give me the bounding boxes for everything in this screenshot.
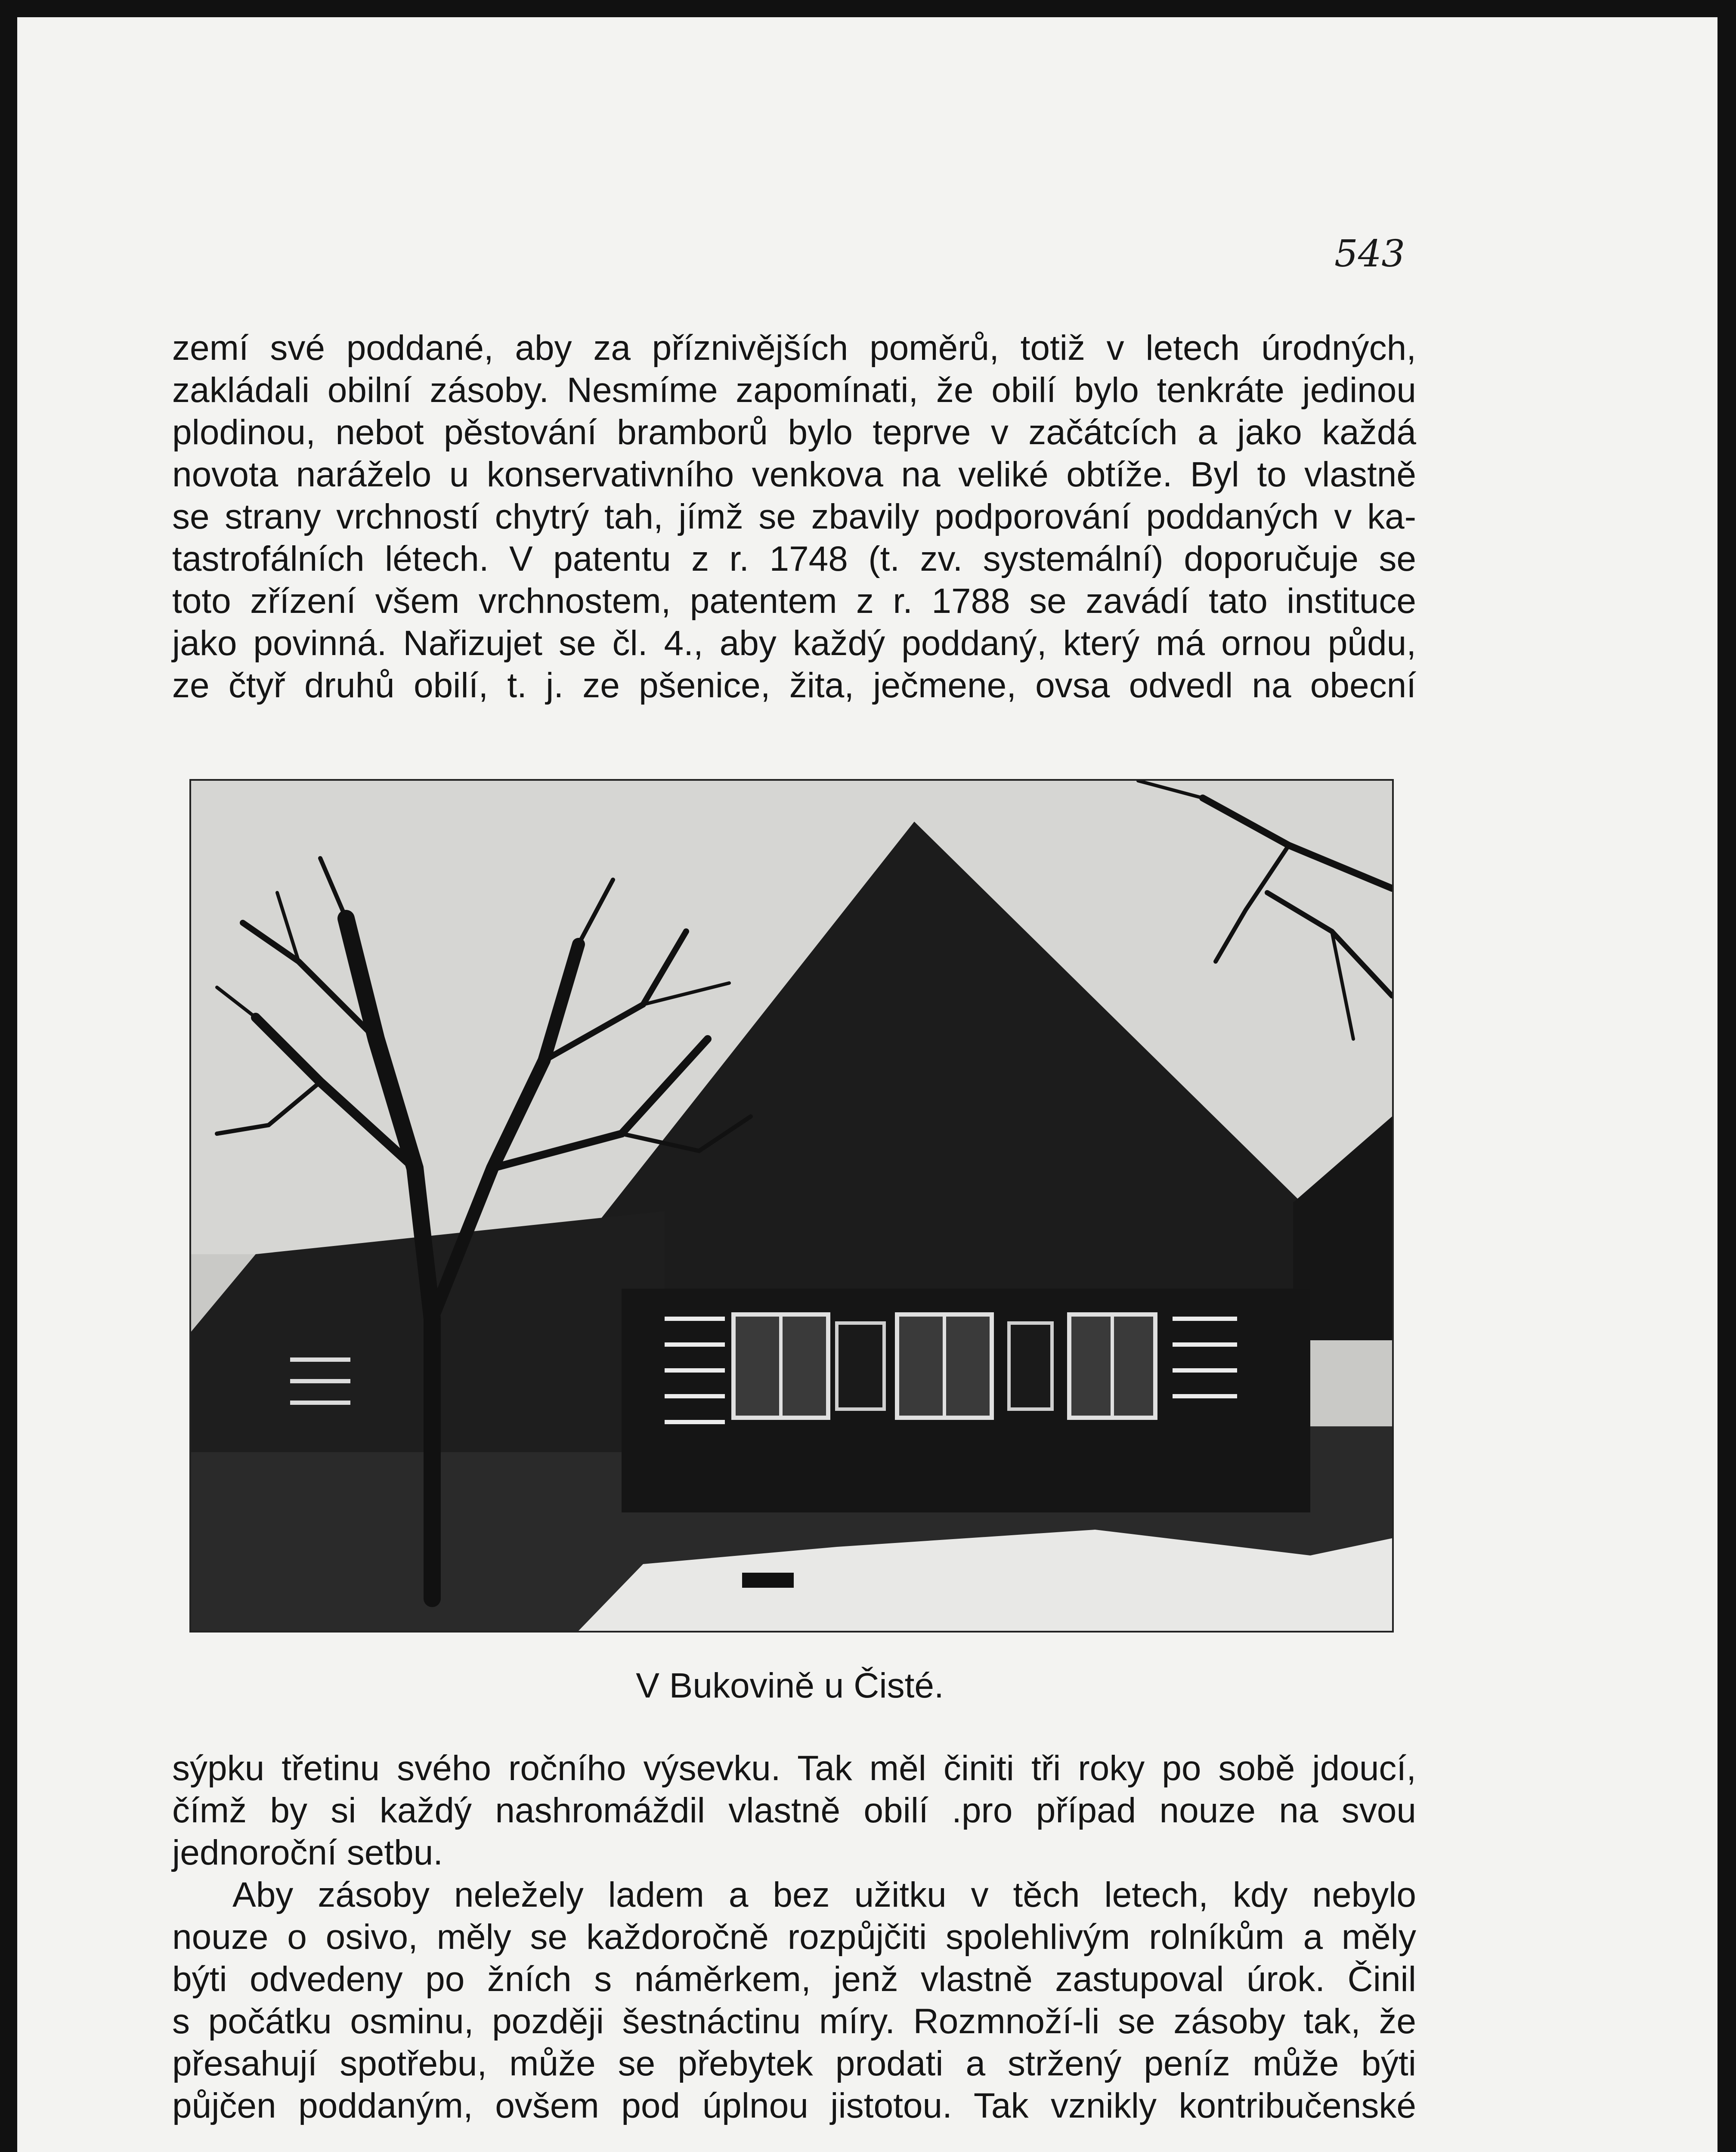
- text-line: plodinou, nebot pěstování bramborů bylo teprve v začátcích a jako každá: [172, 413, 1416, 452]
- text-line: toto zřízení všem vrchnostem, patentem z r. 1788 se zavádí tato instituce: [172, 581, 1416, 621]
- photograph-cottage: [189, 779, 1394, 1633]
- text-line: s počátku osminu, později šestnáctinu míry. Rozmnoží-li se zásoby tak, že: [172, 2002, 1416, 2041]
- text-line: nouze o osivo, měly se každoročně rozpůjčiti spolehlivým rolníkům a měly: [172, 1917, 1416, 1957]
- page-number: 543: [1334, 232, 1405, 275]
- text-line: zemí své poddané, aby za příznivějších poměrů, totiž v letech úrodných,: [172, 328, 1416, 368]
- text-line: se strany vrchností chytrý tah, jímž se zbavily podporování poddaných v ka-: [172, 497, 1416, 536]
- photo-illustration: [191, 781, 1392, 1631]
- text-line: zakládali obilní zásoby. Nesmíme zapomínati, že obilí bylo tenkráte jedinou: [172, 371, 1416, 410]
- text-line: tastrofálních létech. V patentu z r. 1748 (t. zv. systemální) doporučuje se: [172, 539, 1416, 578]
- figure-caption: V Bukovině u Čisté.: [636, 1666, 944, 1705]
- paragraph-bottom: [172, 1747, 1416, 2127]
- text-line: ze čtyř druhů obilí, t. j. ze pšenice, žita, ječmene, ovsa odvedl na obecní: [172, 666, 1416, 705]
- text-line: Aby zásoby neležely ladem a bez užitku v těch letech, kdy nebylo: [232, 1875, 1416, 1914]
- text-line: sýpku třetinu svého ročního výsevku. Tak měl činiti tři roky po sobě jdoucí,: [172, 1749, 1416, 1788]
- text-line: novota naráželo u konservativního venkova na veliké obtíže. Byl to vlastně: [172, 455, 1416, 494]
- text-line: býti odvedeny po žních s náměrkem, jenž vlastně zastupoval úrok. Činil: [172, 1960, 1416, 1999]
- paragraph-top: [172, 327, 1416, 707]
- text-line: čímž by si každý nashromáždil vlastně obilí .pro případ nouze na svou: [172, 1791, 1416, 1830]
- text-line: půjčen poddaným, ovšem pod úplnou jistotou. Tak vznikly kontribučenské: [172, 2086, 1416, 2125]
- book-page: [17, 17, 1717, 2152]
- text-line: přesahují spotřebu, může se přebytek prodati a stržený peníz může býti: [172, 2044, 1416, 2083]
- text-line: jako povinná. Nařizujet se čl. 4., aby každý poddaný, který má ornou půdu,: [172, 624, 1416, 663]
- text-line: jednoroční setbu.: [172, 1833, 443, 1872]
